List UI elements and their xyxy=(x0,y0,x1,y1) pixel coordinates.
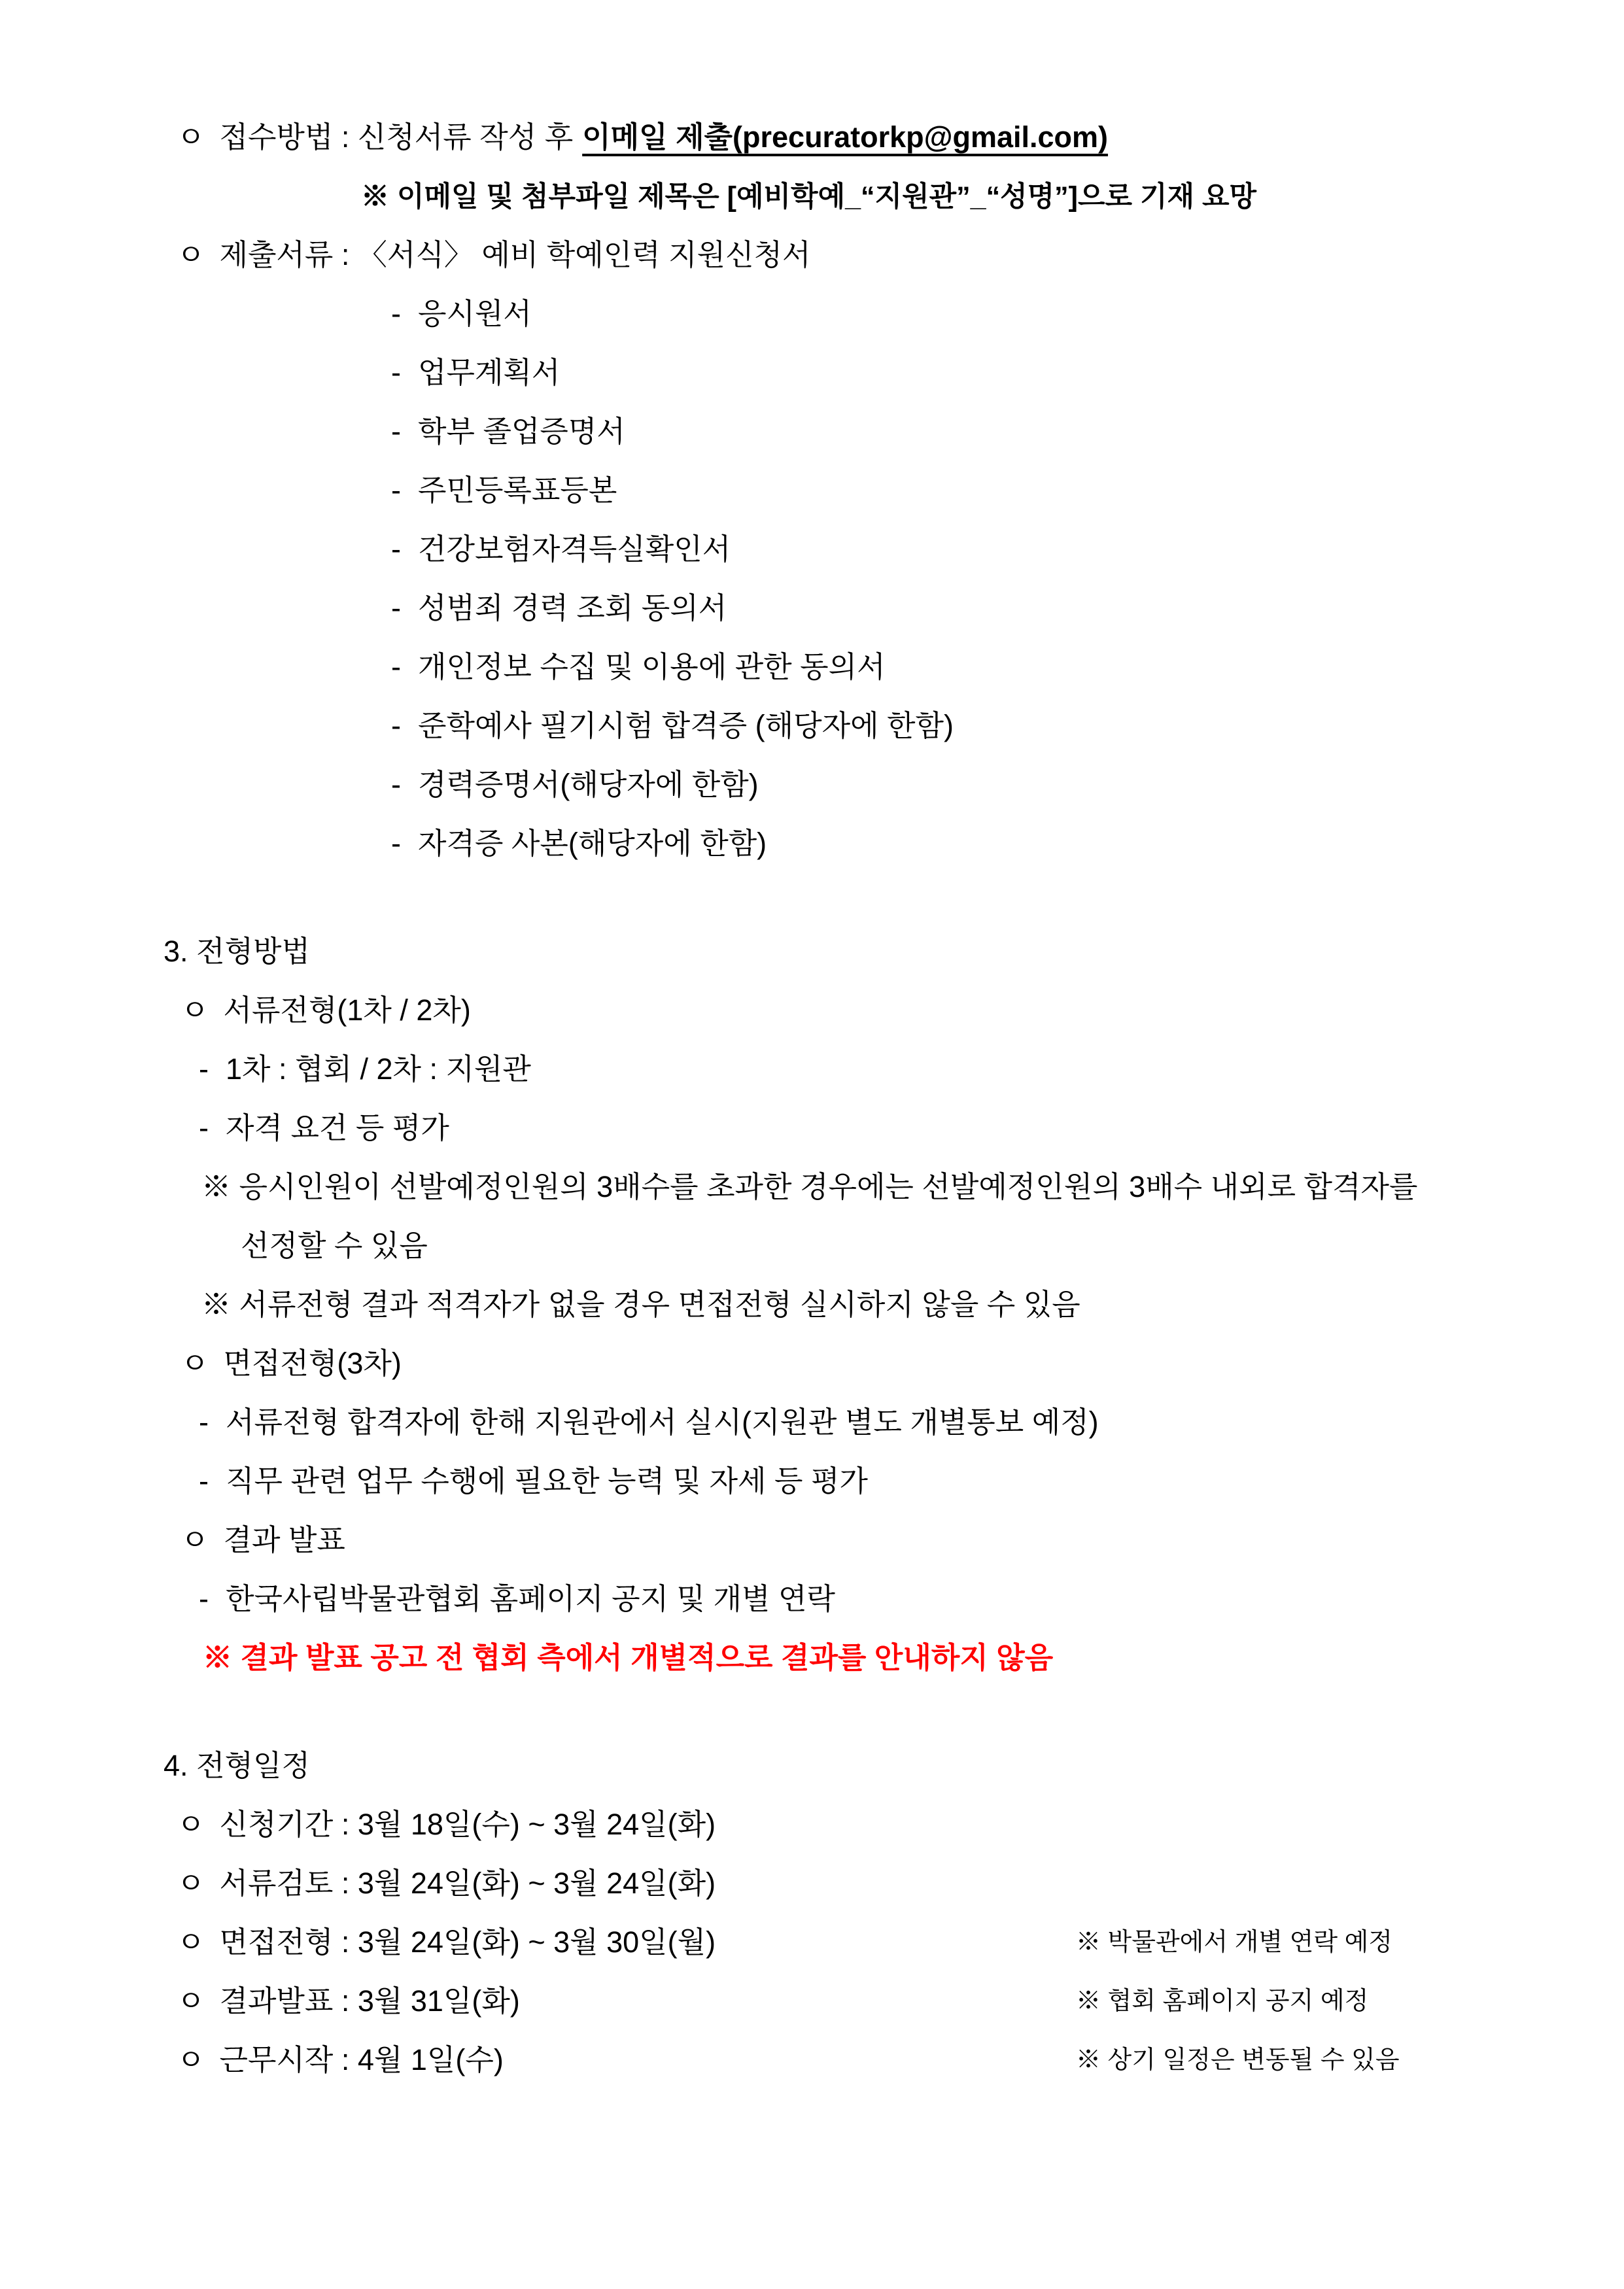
schedule-row xyxy=(0,1972,1624,2031)
doc-screening-heading-line xyxy=(0,981,1624,1040)
dash-bullet: - xyxy=(199,1052,209,1086)
doc-screening-round-line xyxy=(0,1040,1624,1099)
document-item xyxy=(0,284,1624,343)
email-title-note: ※ 이메일 및 첨부파일 제목은 [예비학예_“지원관”_“성명”]으로 기재 요망 xyxy=(361,181,1257,213)
schedule-row-label: 면접전형 : 3월 24일(화) ~ 3월 30일(월) xyxy=(219,1925,716,1959)
dash-bullet: - xyxy=(391,473,401,507)
document-item xyxy=(0,755,1624,814)
application-section xyxy=(0,108,1624,873)
circle-bullet: ㅇ xyxy=(181,1523,209,1557)
doc-screening-criteria-line xyxy=(0,1099,1624,1158)
dash-bullet: - xyxy=(391,415,401,448)
document-item-label: 학부 졸업증명서 xyxy=(418,415,625,448)
section-gap xyxy=(0,1687,1624,1736)
circle-bullet: ㅇ xyxy=(177,1984,205,2018)
interview-detail-line xyxy=(0,1393,1624,1452)
document-item-label: 업무계획서 xyxy=(418,356,561,389)
dash-bullet: - xyxy=(391,532,401,566)
dash-bullet: - xyxy=(199,1111,209,1144)
result-detail-line xyxy=(0,1570,1624,1628)
circle-bullet: ㅇ xyxy=(177,238,205,271)
schedule-row-label: 근무시작 : 4월 1일(수) xyxy=(219,2043,504,2076)
document-item-label: 주민등록표등본 xyxy=(418,473,617,507)
interview-heading-line xyxy=(0,1334,1624,1393)
document-item-label: 개인정보 수집 및 이용에 관한 동의서 xyxy=(418,650,886,683)
schedule-row-note: ※ 박물관에서 개별 연락 예정 xyxy=(1076,1929,1393,1956)
result-warning-line xyxy=(0,1628,1624,1687)
schedule-row-label: 신청기간 : 3월 18일(수) ~ 3월 24일(화) xyxy=(219,1808,716,1841)
interview-detail-line xyxy=(0,1452,1624,1511)
schedule-row xyxy=(0,2031,1624,2090)
schedule-row xyxy=(0,1854,1624,1913)
document-item xyxy=(0,461,1624,520)
selection-method-title xyxy=(0,922,1624,981)
result-heading-text: 결과 발표 xyxy=(223,1523,345,1557)
triple-quota-note-line1 xyxy=(0,1158,1624,1216)
document-item-label: 건강보험자격득실확인서 xyxy=(418,532,731,566)
circle-bullet: ㅇ xyxy=(177,1808,205,1841)
document-item xyxy=(0,697,1624,755)
dash-bullet: - xyxy=(199,1464,209,1498)
circle-bullet: ㅇ xyxy=(181,993,209,1027)
document-item-label: 성범죄 경력 조회 동의서 xyxy=(418,591,727,625)
application-method-line xyxy=(0,108,1624,167)
email-title-note-line xyxy=(0,167,1624,226)
documents-heading-line xyxy=(0,226,1624,284)
schedule-section xyxy=(0,1736,1624,2090)
dash-bullet: - xyxy=(391,709,401,742)
result-warning-text: ※ 결과 발표 공고 전 협회 측에서 개별적으로 결과를 안내하지 않음 xyxy=(203,1641,1054,1674)
dash-bullet: - xyxy=(391,650,401,683)
document-item xyxy=(0,402,1624,461)
schedule-row-note: ※ 협회 홈페이지 공지 예정 xyxy=(1076,1988,1369,2015)
application-method-text: 접수방법 : 신청서류 작성 후 xyxy=(219,120,574,154)
dash-bullet: - xyxy=(199,1582,209,1615)
interview-detail-text: 직무 관련 업무 수행에 필요한 능력 및 자세 등 평가 xyxy=(226,1464,868,1498)
dash-bullet: - xyxy=(199,1405,209,1439)
triple-quota-note-text2: 선정할 수 있음 xyxy=(241,1229,428,1262)
schedule-row xyxy=(0,1913,1624,1972)
document-item-label: 응시원서 xyxy=(418,297,532,330)
document-item xyxy=(0,814,1624,873)
no-qualified-note-text: ※ 서류전형 결과 적격자가 없을 경우 면접전형 실시하지 않을 수 있음 xyxy=(201,1288,1080,1321)
document-item-label: 경력증명서(해당자에 한함) xyxy=(418,768,759,801)
document-item-label: 자격증 사본(해당자에 한함) xyxy=(418,827,767,860)
document-item xyxy=(0,579,1624,638)
document-item xyxy=(0,343,1624,402)
selection-method-section xyxy=(0,922,1624,1687)
dash-bullet: - xyxy=(391,827,401,860)
no-qualified-note-line xyxy=(0,1275,1624,1334)
schedule-row-label: 서류검토 : 3월 24일(화) ~ 3월 24일(화) xyxy=(219,1867,716,1900)
section-title-text: 3. 전형방법 xyxy=(164,935,310,968)
schedule-row xyxy=(0,1795,1624,1854)
circle-bullet: ㅇ xyxy=(181,1347,209,1380)
triple-quota-note-text1: ※ 응시인원이 선발예정인원의 3배수를 초과한 경우에는 선발예정인원의 3배수 내외로 합격자를 xyxy=(201,1170,1418,1203)
documents-heading-text: 제출서류 : 〈서식〉 예비 학예인력 지원신청서 xyxy=(219,238,811,271)
schedule-title xyxy=(0,1736,1624,1795)
result-detail-text: 한국사립박물관협회 홈페이지 공지 및 개별 연락 xyxy=(226,1582,835,1615)
dash-bullet: - xyxy=(391,768,401,801)
document-item-label: 준학예사 필기시험 합격증 (해당자에 한함) xyxy=(418,709,954,742)
schedule-row-label: 결과발표 : 3월 31일(화) xyxy=(219,1984,520,2018)
doc-screening-criteria-text: 자격 요건 등 평가 xyxy=(226,1111,449,1144)
circle-bullet: ㅇ xyxy=(177,1867,205,1900)
dash-bullet: - xyxy=(391,591,401,625)
triple-quota-note-line2 xyxy=(0,1216,1624,1275)
doc-screening-round-text: 1차 : 협회 / 2차 : 지원관 xyxy=(226,1052,531,1086)
document-item xyxy=(0,520,1624,579)
circle-bullet: ㅇ xyxy=(177,120,205,154)
email-submit-link[interactable]: 이메일 제출(precuratorkp@gmail.com) xyxy=(582,120,1109,154)
interview-heading-text: 면접전형(3차) xyxy=(223,1347,402,1380)
interview-detail-text: 서류전형 합격자에 한해 지원관에서 실시(지원관 별도 개별통보 예정) xyxy=(226,1405,1099,1439)
dash-bullet: - xyxy=(391,297,401,330)
document-item xyxy=(0,638,1624,697)
circle-bullet: ㅇ xyxy=(177,2043,205,2076)
dash-bullet: - xyxy=(391,356,401,389)
schedule-row-note: ※ 상기 일정은 변동될 수 있음 xyxy=(1076,2046,1400,2074)
doc-screening-heading-text: 서류전형(1차 / 2차) xyxy=(223,993,471,1027)
section-title-text: 4. 전형일정 xyxy=(164,1749,310,1782)
section-gap xyxy=(0,873,1624,922)
circle-bullet: ㅇ xyxy=(177,1925,205,1959)
result-heading-line xyxy=(0,1511,1624,1570)
